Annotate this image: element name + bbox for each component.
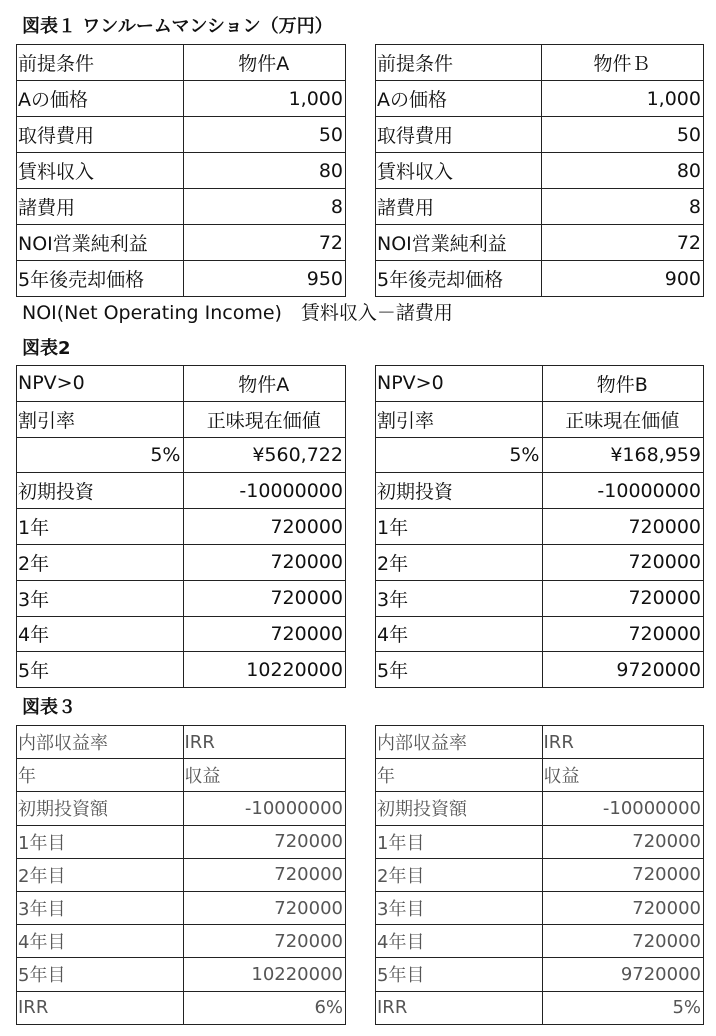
table-row	[376, 616, 704, 652]
property-b-irr-table	[375, 725, 704, 1025]
table-row	[376, 825, 704, 858]
table-row	[376, 117, 704, 153]
table-row	[376, 925, 704, 958]
table-row	[17, 117, 346, 153]
table-row	[17, 825, 346, 858]
discount-rate-cell[interactable]: 5%	[17, 437, 184, 473]
table-row	[17, 759, 346, 792]
property-a-npv-table	[16, 365, 346, 688]
table-row	[376, 225, 704, 261]
table-cell[interactable]: 2年	[376, 544, 543, 580]
table-cell[interactable]: 5年後売却価格	[17, 261, 184, 297]
table-row	[376, 958, 704, 991]
table-cell[interactable]: 720000	[542, 616, 704, 652]
table-cell[interactable]: NPV>0	[376, 366, 543, 402]
table-cell[interactable]: 1年目	[376, 825, 543, 858]
table-row	[376, 652, 704, 688]
table-cell[interactable]: 前提条件	[17, 45, 184, 81]
table-cell[interactable]: Aの価格	[17, 81, 184, 117]
irr-value-cell[interactable]: 5%	[542, 991, 704, 1024]
table-cell[interactable]: 物件Ｂ	[542, 45, 704, 81]
table-cell[interactable]: 9720000	[542, 958, 704, 991]
table-cell[interactable]: 1年	[17, 509, 184, 545]
table-cell[interactable]: 収益	[183, 759, 346, 792]
section2-title: 図表2	[22, 338, 71, 359]
table-row	[17, 473, 346, 509]
npv-value-cell[interactable]: ¥168,959	[542, 437, 704, 473]
table-row	[376, 509, 704, 545]
table-cell[interactable]: 50	[542, 117, 704, 153]
table-cell[interactable]: 10220000	[183, 958, 346, 991]
table-cell[interactable]: 950	[183, 261, 346, 297]
table-cell[interactable]: 2年目	[17, 858, 184, 891]
section3-title: 図表３	[22, 697, 76, 718]
table-row	[376, 858, 704, 891]
table-cell[interactable]: 3年	[376, 580, 543, 616]
table-cell[interactable]: 900	[542, 261, 704, 297]
table-cell[interactable]: 720000	[542, 925, 704, 958]
table-cell[interactable]: 3年目	[17, 891, 184, 924]
table-cell[interactable]: NPV>0	[17, 366, 184, 402]
table-cell[interactable]: 割引率	[376, 401, 543, 437]
table-row	[376, 759, 704, 792]
table-row	[376, 366, 704, 402]
table-cell[interactable]: 4年目	[376, 925, 543, 958]
table-cell[interactable]: IRR	[17, 991, 184, 1024]
table-cell[interactable]: 5年	[376, 652, 543, 688]
table-cell[interactable]: 720000	[542, 825, 704, 858]
table-cell[interactable]: 取得費用	[376, 117, 542, 153]
table-cell[interactable]: 1年	[376, 509, 543, 545]
table-row	[376, 891, 704, 924]
table-cell[interactable]: 3年目	[376, 891, 543, 924]
table-cell[interactable]: Aの価格	[376, 81, 542, 117]
table-cell[interactable]: IRR	[542, 726, 704, 759]
table-cell[interactable]: 72	[183, 225, 346, 261]
table-row	[17, 792, 346, 825]
table-row	[376, 189, 704, 225]
table-row	[376, 153, 704, 189]
table-cell[interactable]: 2年目	[376, 858, 543, 891]
table-cell[interactable]: 年	[17, 759, 184, 792]
section1-title: 図表１ ワンルームマンション（万円）	[22, 16, 333, 37]
table-row	[17, 580, 346, 616]
table-cell[interactable]: 720000	[542, 891, 704, 924]
table-cell[interactable]: 72	[542, 225, 704, 261]
table-cell[interactable]: NOI営業純利益	[17, 225, 184, 261]
table-row	[17, 891, 346, 924]
table-row	[376, 437, 704, 473]
table-row	[17, 366, 346, 402]
table-cell[interactable]: 720000	[183, 616, 346, 652]
table-row	[17, 437, 346, 473]
table-cell[interactable]: 初期投資	[376, 473, 543, 509]
table-cell[interactable]: 720000	[183, 580, 346, 616]
table-cell[interactable]: 720000	[542, 544, 704, 580]
table-cell[interactable]: -10000000	[183, 792, 346, 825]
table-row	[376, 580, 704, 616]
property-a-assumptions-table	[16, 44, 346, 297]
table-cell[interactable]: 割引率	[17, 401, 184, 437]
table-cell[interactable]: 720000	[183, 825, 346, 858]
table-cell[interactable]: 720000	[183, 925, 346, 958]
table-row	[17, 925, 346, 958]
table-cell[interactable]: 5年目	[17, 958, 184, 991]
table-row	[376, 45, 704, 81]
table-cell[interactable]: 取得費用	[17, 117, 184, 153]
table-cell[interactable]: 720000	[542, 580, 704, 616]
table-cell[interactable]: 8	[542, 189, 704, 225]
table-row	[17, 958, 346, 991]
table-cell[interactable]: 720000	[183, 544, 346, 580]
table-row	[376, 544, 704, 580]
table-cell[interactable]: 正味現在価値	[183, 401, 346, 437]
table-cell[interactable]: 720000	[183, 891, 346, 924]
table-cell[interactable]: 720000	[183, 858, 346, 891]
table-cell[interactable]: 年	[376, 759, 543, 792]
table-row	[376, 473, 704, 509]
table-row	[17, 652, 346, 688]
table-row	[17, 189, 346, 225]
table-cell[interactable]: 80	[542, 153, 704, 189]
table-cell[interactable]: -10000000	[542, 792, 704, 825]
table-row	[17, 153, 346, 189]
table-row	[17, 81, 346, 117]
table-cell[interactable]: IRR	[376, 991, 543, 1024]
table-cell[interactable]: NOI営業純利益	[376, 225, 542, 261]
table-cell[interactable]: 4年目	[17, 925, 184, 958]
table-row	[17, 726, 346, 759]
table-row	[17, 225, 346, 261]
table-row	[17, 261, 346, 297]
table-cell[interactable]: 80	[183, 153, 346, 189]
table-cell[interactable]: -10000000	[183, 473, 346, 509]
discount-rate-cell[interactable]: 5%	[376, 437, 543, 473]
table-cell[interactable]: 720000	[542, 509, 704, 545]
table-cell[interactable]: 諸費用	[17, 189, 184, 225]
table-cell[interactable]: -10000000	[542, 473, 704, 509]
irr-value-cell[interactable]: 6%	[183, 991, 346, 1024]
noi-definition-note: NOI(Net Operating Income) 賃料収入－諸費用	[22, 302, 453, 324]
table-cell[interactable]: 50	[183, 117, 346, 153]
table-cell[interactable]: 5年目	[376, 958, 543, 991]
table-cell[interactable]: 2年	[17, 544, 184, 580]
table-cell[interactable]: 前提条件	[376, 45, 542, 81]
table-cell[interactable]: 賃料収入	[376, 153, 542, 189]
table-cell[interactable]: 1,000	[183, 81, 346, 117]
table-row	[17, 616, 346, 652]
table-cell[interactable]: 5年後売却価格	[376, 261, 542, 297]
table-cell[interactable]: IRR	[183, 726, 346, 759]
table-row	[17, 45, 346, 81]
table-cell[interactable]: 賃料収入	[17, 153, 184, 189]
table-row	[376, 81, 704, 117]
table-cell[interactable]: 720000	[542, 858, 704, 891]
table-cell[interactable]: 1年目	[17, 825, 184, 858]
table-row	[376, 261, 704, 297]
table-cell[interactable]: 初期投資額	[376, 792, 543, 825]
table-cell[interactable]: 1,000	[542, 81, 704, 117]
npv-value-cell[interactable]: ¥560,722	[183, 437, 346, 473]
table-cell[interactable]: 5年	[17, 652, 184, 688]
table-row	[17, 509, 346, 545]
table-cell[interactable]: 物件A	[183, 366, 346, 402]
table-row	[376, 726, 704, 759]
table-cell[interactable]: 物件B	[542, 366, 704, 402]
table-cell[interactable]: 諸費用	[376, 189, 542, 225]
table-cell[interactable]: 収益	[542, 759, 704, 792]
table-cell[interactable]: 内部収益率	[17, 726, 184, 759]
table-row	[376, 401, 704, 437]
table-cell[interactable]: 初期投資額	[17, 792, 184, 825]
table-cell[interactable]: 内部収益率	[376, 726, 543, 759]
property-b-assumptions-table	[375, 44, 704, 297]
table-row	[376, 991, 704, 1024]
table-cell[interactable]: 物件A	[183, 45, 346, 81]
table-row	[17, 544, 346, 580]
table-row	[17, 991, 346, 1024]
table-cell[interactable]: 10220000	[183, 652, 346, 688]
property-a-irr-table	[16, 725, 346, 1025]
table-cell[interactable]: 720000	[183, 509, 346, 545]
table-cell[interactable]: 8	[183, 189, 346, 225]
table-cell[interactable]: 3年	[17, 580, 184, 616]
table-row	[17, 401, 346, 437]
table-cell[interactable]: 正味現在価値	[542, 401, 704, 437]
property-b-npv-table	[375, 365, 704, 688]
table-cell[interactable]: 4年	[17, 616, 184, 652]
table-cell[interactable]: 4年	[376, 616, 543, 652]
table-row	[17, 858, 346, 891]
table-cell[interactable]: 9720000	[542, 652, 704, 688]
table-cell[interactable]: 初期投資	[17, 473, 184, 509]
table-row	[376, 792, 704, 825]
